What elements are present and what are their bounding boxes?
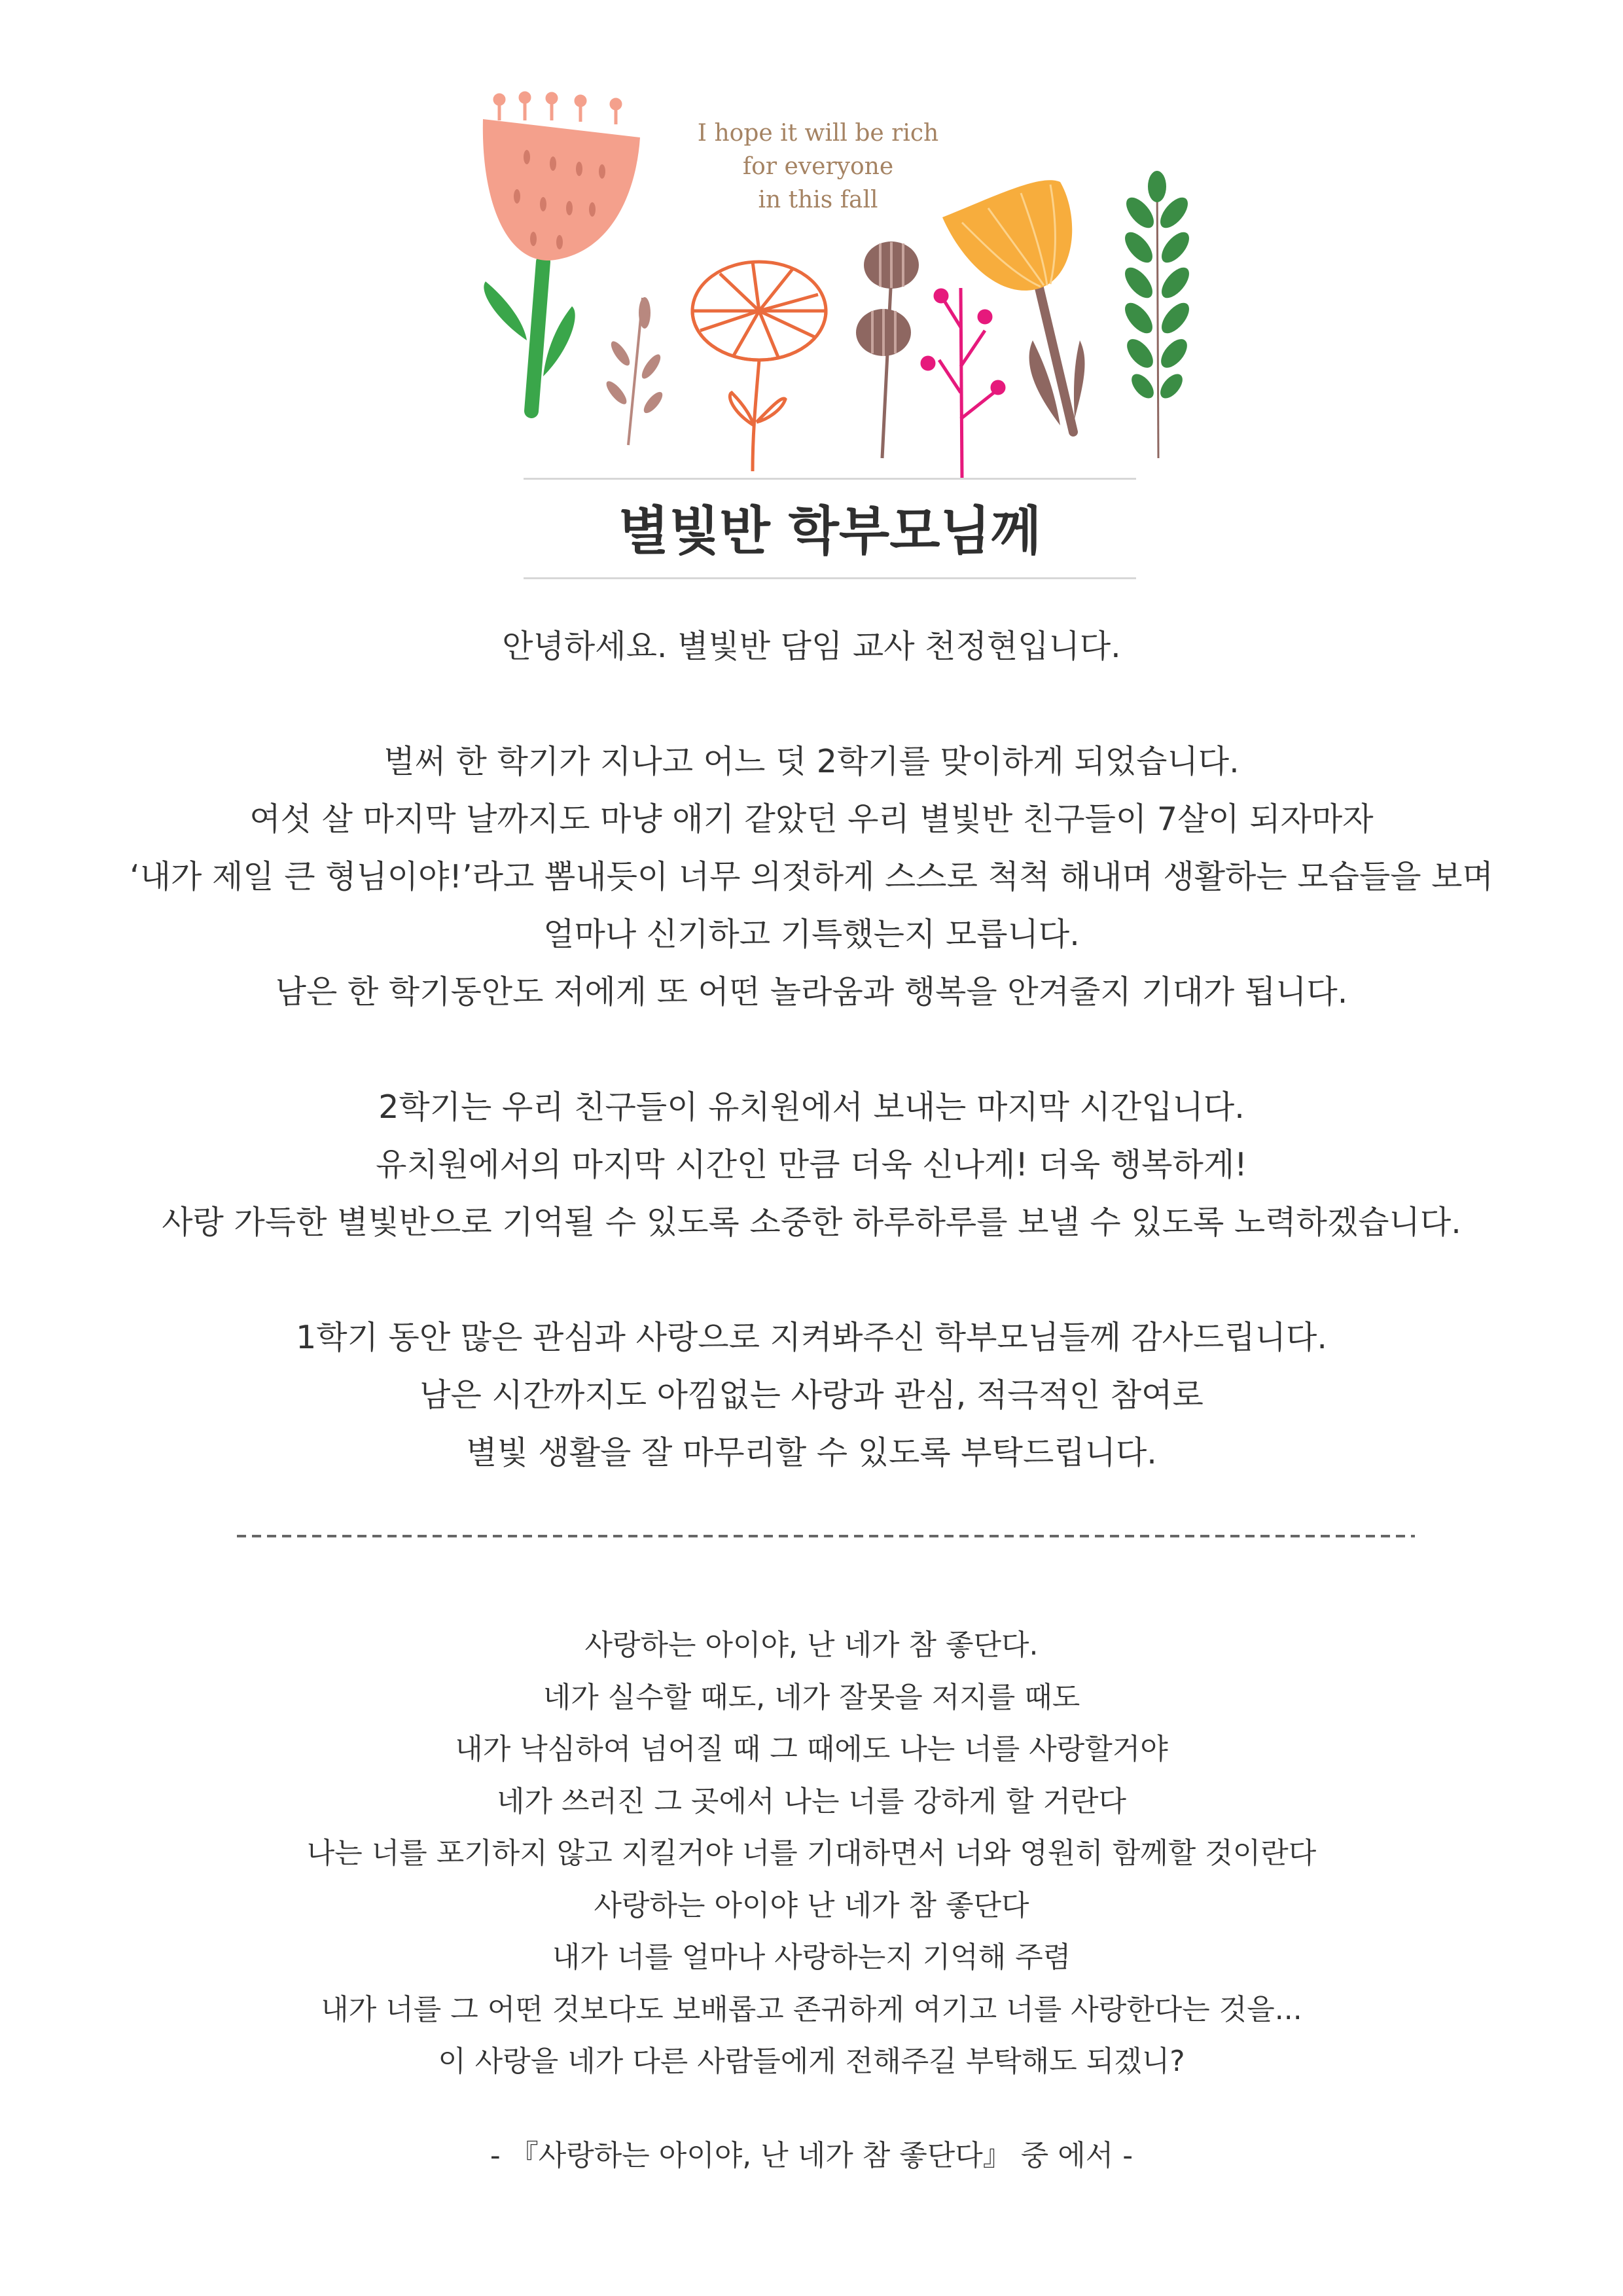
paragraph-line: 여섯 살 마지막 날까지도 마냥 애기 같았던 우리 별빛반 친구들이 7살이 되자마자 (249, 800, 1374, 838)
yellow-tulip-icon (942, 180, 1085, 432)
tagline-line: for everyone (742, 153, 894, 180)
paragraph-line: ‘내가 제일 큰 형님이야!’라고 뽐내듯이 너무 의젓하게 스스로 척척 해내며 생활하는 모습들을 보며 (130, 858, 1493, 895)
paragraph-line: 1학기 동안 많은 관심과 사랑으로 지켜봐주신 학부모님들께 감사드립니다. (296, 1319, 1327, 1356)
orange-flower-icon (692, 262, 826, 471)
green-fern-icon (1120, 171, 1191, 458)
poem-line: 내가 낙심하여 넘어질 때 그 때에도 나는 너를 사랑할거야 (455, 1732, 1168, 1766)
greeting: 안녕하세요. 별빛반 담임 교사 천정현입니다. (502, 628, 1121, 665)
magenta-berries-icon (922, 288, 1004, 479)
title-bottom-rule (524, 577, 1136, 579)
paragraph-line: 얼마나 신기하고 기특했는지 모릅니다. (543, 916, 1080, 953)
poem-line: 이 사랑을 네가 다른 사람들에게 전해주길 부탁해도 되겠니? (438, 2045, 1185, 2078)
poem-line: 내가 너를 얼마나 사랑하는지 기억해 주렴 (552, 1941, 1071, 1974)
tagline (687, 117, 949, 217)
poem (39, 1619, 1584, 2088)
letter-body (39, 618, 1584, 1482)
mauve-sprig-icon (603, 297, 666, 445)
paragraph-line: 벌써 한 학기가 지나고 어느 덧 2학기를 맞이하게 되었습니다. (383, 743, 1240, 780)
poem-line: 나는 너를 포기하지 않고 지킬거야 너를 기대하면서 너와 영원히 함께할 것이란다 (306, 1837, 1317, 1870)
tagline-line: in this fall (758, 187, 878, 213)
paragraph-line: 사랑 가득한 별빛반으로 기억될 수 있도록 소중한 하루하루를 보낼 수 있도록 노력하겠습니다. (162, 1204, 1461, 1241)
poem-line: 네가 실수할 때도, 네가 잘못을 저지를 때도 (543, 1680, 1080, 1714)
paragraph-line: 남은 시간까지도 아낌없는 사랑과 관심, 적극적인 참여로 (419, 1376, 1204, 1414)
poem-line: 내가 너를 그 어떤 것보다도 보배롭고 존귀하게 여기고 너를 사랑한다는 것을... (321, 1992, 1302, 2026)
poem-source: - 『사랑하는 아이야, 난 네가 참 좋단다』 중 에서 - (490, 2139, 1133, 2172)
poem-line: 사랑하는 아이야, 난 네가 참 좋단다. (584, 1628, 1039, 1662)
paragraph-line: 남은 한 학기동안도 저에게 또 어떤 놀라움과 행복을 안겨줄지 기대가 됩니다. (275, 973, 1348, 1011)
paragraph-line: 별빛 생활을 잘 마무리할 수 있도록 부탁드립니다. (466, 1434, 1157, 1471)
tagline-line: I hope it will be rich (697, 120, 939, 147)
brown-pods-icon (856, 242, 919, 458)
dashed-divider (237, 1535, 1415, 1537)
paragraph-line: 2학기는 우리 친구들이 유치원에서 보내는 마지막 시간입니다. (378, 1088, 1245, 1126)
pink-tulip-icon (483, 93, 640, 411)
poem-line: 사랑하는 아이야 난 네가 참 좋단다 (594, 1888, 1029, 1922)
paragraph-line: 유치원에서의 마지막 시간인 만큼 더욱 신나게! 더욱 행복하게! (376, 1146, 1247, 1183)
page-title: 별빛반 학부모님께 (618, 501, 1042, 562)
poem-line: 네가 쓰러진 그 곳에서 나는 너를 강하게 할 거란다 (497, 1784, 1126, 1818)
title-top-rule (524, 478, 1136, 480)
